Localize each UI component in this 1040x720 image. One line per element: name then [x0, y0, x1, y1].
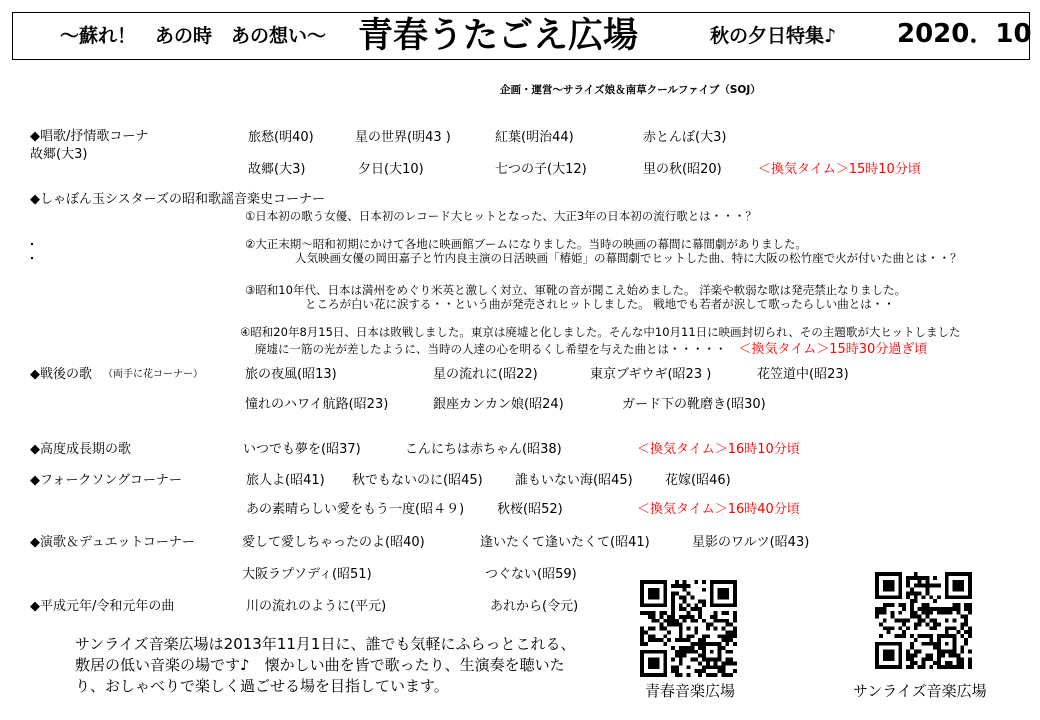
song-item: 秋桜(昭52): [497, 502, 563, 517]
song-item: 紅葉(明治44): [495, 130, 574, 145]
section-title-sengo: ◆戦後の歌: [30, 367, 92, 382]
section-title-folk: ◆フォークソングコーナー: [30, 473, 182, 488]
song-item: あの素晴らしい愛をもう一度(昭４９): [246, 502, 465, 517]
song-item: 誰もいない海(昭45): [515, 473, 633, 488]
song-item: 夕日(大10): [358, 162, 424, 177]
song-item: 旅人よ(昭41): [246, 473, 325, 488]
song-item: いつでも夢を(昭37): [243, 442, 361, 457]
about-line: サンライズ音楽広場は2013年11月1日に、誰でも気軽にふらっとこれる、: [75, 635, 576, 653]
header-tagline: ～蘇れ！ あの時 あの想い～: [60, 25, 327, 47]
song-item: 憧れのハワイ航路(昭23): [245, 397, 389, 412]
song-item: 星影のワルツ(昭43): [692, 535, 810, 550]
quiz-line: ②大正末期～昭和初期にかけて各地に映画館ブームになりました。当時の映画の幕間に幕間劇がありました。: [245, 237, 807, 251]
vent-time-notice: ＜換気タイム＞16時10分頃: [637, 442, 800, 457]
section-title-shoka: ◆唱歌/抒情歌コーナ: [30, 129, 149, 144]
song-item: 故郷(大3): [248, 162, 306, 177]
song-item: こんにちは赤ちゃん(昭38): [405, 442, 562, 457]
bullet-dot: [31, 243, 33, 245]
quiz-line: 人気映画女優の岡田嘉子と竹内良主演の日活映画「椿姫」の幕間劇でヒットした曲、特に大阪の松竹座で火が付いた曲とは・・？: [295, 251, 962, 265]
song-item: 星の流れに(昭22): [433, 367, 538, 382]
quiz-line: ところが白い花に涙する・・という曲が発売されヒットしました。 戦地でも若者が涙して歌ったらしい曲とは・・: [305, 297, 895, 311]
song-item: 赤とんぼ(大3): [643, 130, 727, 145]
section-subtitle-sengo: （両手に花コーナー）: [103, 369, 203, 380]
song-item: 愛して愛しちゃったのよ(昭40): [242, 535, 425, 550]
section-title-enka: ◆演歌＆デュエットコーナー: [30, 535, 195, 550]
qr-code-label: サンライズ音楽広場: [853, 682, 987, 700]
section-title-showa: ◆しゃぼん玉シスターズの昭和歌謡音楽史コーナー: [30, 192, 325, 207]
song-item: 銀座カンカン娘(昭24): [433, 397, 564, 412]
song-item: 花笠道中(昭23): [757, 367, 849, 382]
song-item: ガード下の靴磨き(昭30): [622, 397, 766, 412]
header-banner: [12, 12, 1030, 60]
song-item: あれから(令元): [490, 599, 579, 614]
song-item: 東京ブギウギ(昭23 ): [590, 367, 712, 382]
song-item: 花嫁(昭46): [665, 473, 731, 488]
song-item: 七つの子(大12): [495, 162, 587, 177]
song-item: つぐない(昭59): [485, 567, 577, 582]
qr-code-label: 青春音楽広場: [645, 682, 736, 700]
about-line: 敷居の低い音楽の場です♪ 懐かしい曲を皆で歌ったり、生演奏を聴いた: [75, 656, 565, 674]
header-date: 2020．10: [897, 19, 1032, 49]
song-item: 大阪ラプソディ(昭51): [242, 567, 372, 582]
song-item: 川の流れのように(平元): [246, 599, 387, 614]
song-item: 旅愁(明40): [248, 130, 314, 145]
quiz-line: ③昭和10年代、日本は満州をめぐり米英と激しく対立、軍靴の音が聞こえ始めました。 洋楽や軟弱な歌は発売禁止なりました。: [245, 283, 907, 297]
vent-time-notice: ＜換気タイム＞15時30分過ぎ頃: [738, 342, 928, 357]
qr-code-image: [640, 580, 737, 677]
header-theme: 秋の夕日特集♪: [710, 25, 837, 47]
qr-code-image: [875, 572, 972, 669]
quiz-line: ①日本初の歌う女優、日本初のレコード大ヒットとなった、大正3年の日本初の流行歌とは・・・？: [245, 209, 757, 223]
section-title-heisei: ◆平成元年/令和元年の曲: [30, 599, 175, 614]
song-item: 旅の夜風(昭13): [245, 367, 337, 382]
vent-time-notice: ＜換気タイム＞15時10分頃: [758, 162, 921, 177]
song-item: 里の秋(昭20): [643, 162, 722, 177]
quiz-line-with-notice: [255, 340, 927, 358]
quiz-line: 廃墟に一筋の光が差したように、当時の人達の心を明るくし希望を与えた曲とは・・・・・: [255, 342, 727, 356]
song-item: 逢いたくて逢いたくて(昭41): [480, 535, 650, 550]
section-title-kodo: ◆高度成長期の歌: [30, 442, 131, 457]
about-line: り、おしゃべりで楽しく過ごせる場を目指しています。: [75, 677, 449, 695]
about-paragraph: [75, 634, 575, 697]
section-note-shoka: 故郷(大3): [30, 147, 88, 162]
page-title: 青春うたごえ広場: [358, 16, 639, 56]
song-item: 秋でもないのに(昭45): [352, 473, 483, 488]
bullet-dot: [31, 257, 33, 259]
quiz-line: ④昭和20年8月15日、日本は敗戦しました。東京は廃墟と化しました。そんな中10月11日に映画封切られ、その主題歌が大ヒットしました: [240, 325, 961, 339]
vent-time-notice: ＜換気タイム＞16時40分頃: [637, 502, 800, 517]
organizer-credit: 企画・運営～サライズ娘＆南草クールファイブ（SOJ）: [500, 84, 761, 96]
song-item: 星の世界(明43 ): [355, 130, 451, 145]
